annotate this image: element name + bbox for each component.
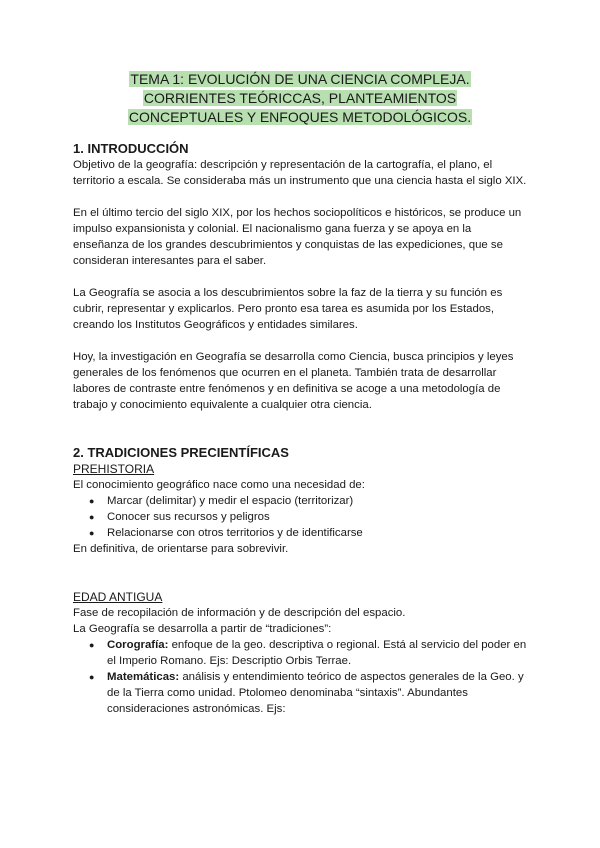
title-line-2: CORRIENTES TEÓRICCAS, PLANTEAMIENTOS — [143, 90, 457, 106]
prehistoria-list — [73, 493, 527, 541]
paragraph-3: La Geografía se asocia a los descubrimientos sobre la faz de la tierra y su función es cubrir, representar y explicarlos. Pero pronto esa tarea es asumida por los Estados, creando los Institutos Geográficos y entidades similares. — [73, 287, 503, 331]
subheading-prehistoria: PREHISTORIA — [73, 462, 155, 476]
section-tradiciones — [73, 445, 527, 717]
paragraph-4: Hoy, la investigación en Geografía se desarrolla como Ciencia, busca principios y leyes generales de los fenómenos que ocurren en el planeta. También trata de desarrollar labores de contraste entre fenómenos y en definitiva se acoge a una metodología de trabajo y conocimiento equivalente a cualquier otra ciencia. — [73, 351, 514, 411]
paragraph-2: En el último tercio del siglo XIX, por los hechos sociopolíticos e históricos, se produce un impulso expansionista y colonial. El nacionalismo gana fuerza y se apoya en la enseñanza de los grandes descubrimientos y conquistas de las expediciones, que se consideran interesantes para el saber. — [73, 207, 522, 267]
document-page — [73, 70, 527, 717]
antigua-intro-2: La Geografía se desarrolla a partir de “tradiciones”: — [73, 623, 332, 635]
prehistoria-intro: El conocimiento geográfico nace como una necesidad de: — [73, 479, 365, 491]
list-item: ● Relacionarse con otros territorios y de identificarse — [89, 527, 363, 539]
list-item: ● Marcar (delimitar) y medir el espacio (territorizar) — [89, 495, 354, 507]
list-item: ● Conocer sus recursos y peligros — [89, 511, 270, 523]
title-line-1: TEMA 1: EVOLUCIÓN DE UNA CIENCIA COMPLEJA. — [130, 71, 470, 87]
list-item: ● Corografía: enfoque de la geo. descriptiva o regional. Está al servicio del poder en el Imperio Romano. Ejs: Descriptio Orbis Terrae. — [89, 639, 527, 667]
bullet-icon: ● — [89, 528, 95, 538]
antigua-intro-1: Fase de recopilación de información y de descripción del espacio. — [73, 607, 406, 619]
subheading-edad-antigua: EDAD ANTIGUA — [73, 590, 163, 604]
term-corografia: Corografía: — [107, 639, 169, 651]
section-heading-introduccion: 1. INTRODUCCIÓN — [73, 141, 189, 156]
section-heading-tradiciones: 2. TRADICIONES PRECIENTÍFICAS — [73, 445, 289, 460]
bullet-icon: ● — [89, 640, 95, 650]
bullet-icon: ● — [89, 672, 95, 682]
list-item: ● Matemáticas: análisis y entendimiento teórico de aspectos generales de la Geo. y de la Tierra como unidad. Ptolomeo denominaba “sintaxis”. Abundantes consideraciones astronómicas. Ejs: — [89, 671, 524, 715]
antigua-list — [73, 637, 527, 717]
section-introduccion — [73, 141, 527, 413]
title-line-3: CONCEPTUALES Y ENFOQUES METODOLÓGICOS. — [128, 109, 472, 125]
paragraph-1: Objetivo de la geografía: descripción y representación de la cartografía, el plano, el territorio a escala. Se consideraba más un instrumento que una ciencia hasta el siglo XIX. — [73, 159, 527, 187]
document-title — [73, 70, 527, 127]
bullet-icon: ● — [89, 496, 95, 506]
term-matematicas: Matemáticas: — [107, 671, 180, 683]
bullet-icon: ● — [89, 512, 95, 522]
prehistoria-outro: En definitiva, de orientarse para sobrevivir. — [73, 543, 289, 555]
